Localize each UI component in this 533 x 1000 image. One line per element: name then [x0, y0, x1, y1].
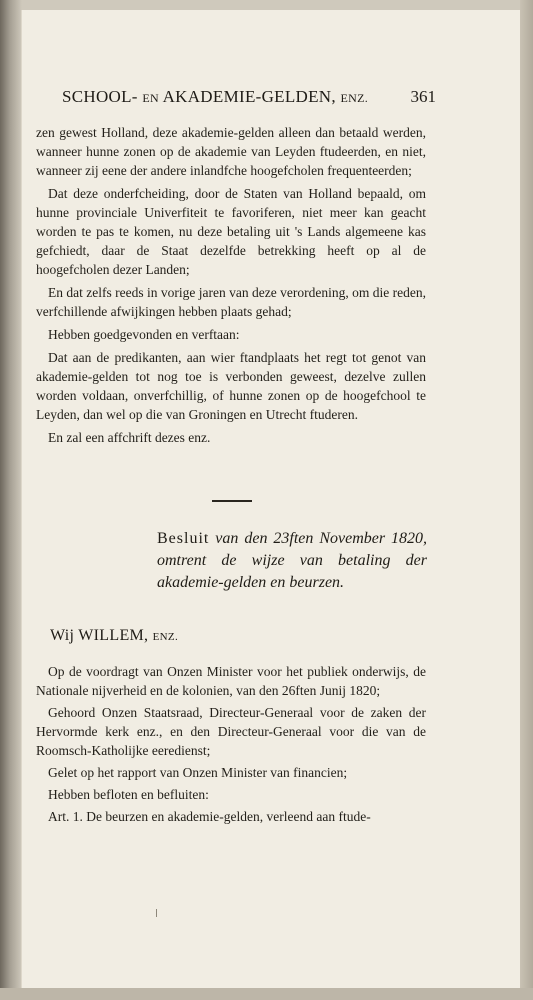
first-section-text [36, 123, 426, 451]
paragraph: En zal een affchrift dezes enz. [48, 430, 211, 445]
header-title-small-caps-2: ENZ. [340, 91, 369, 105]
section-divider [212, 500, 252, 502]
decree-title-rest: van den 23ften November 1820, omtrent de wijze van betaling der akademie-gelden en beurzen. [157, 530, 428, 591]
paragraph: Art. 1. De beurzen en akademie-gelden, verleend aan ftude- [48, 809, 371, 824]
decree-title [157, 528, 427, 594]
paragraph: Dat deze onderfcheiding, door de Staten van Holland bepaald, om hunne provinciale Univerfiteit te favoriferen, niet meer kan geacht worden te pas te komen, nu deze betaling uit 's Lands algemeene kas gefchiedt, daar de Staat dezelfde betrekking heeft op al de hoogefcholen dezer Landen; [36, 186, 426, 277]
page-edge [520, 0, 533, 1000]
decree-title-lead: Besluit [157, 530, 210, 547]
header-title-small-caps-1: EN [142, 91, 159, 105]
signature-name: Wij WILLEM, [50, 627, 149, 644]
book-gutter [0, 0, 22, 1000]
paragraph: En dat zelfs reeds in vorige jaren van deze verordening, om die reden, verfchillende afwijkingen hebben plaats gehad; [36, 285, 426, 319]
paragraph: Hebben goedgevonden en verftaan: [48, 327, 240, 342]
royal-signature-line [50, 627, 178, 645]
page-number: 361 [410, 87, 436, 106]
running-header [62, 87, 442, 107]
paragraph: Op de voordragt van Onzen Minister voor het publiek onderwijs, de Nationale nijverheid en de kolonien, van den 26ften Junij 1820; [36, 664, 426, 698]
ink-mark [156, 909, 161, 917]
paragraph: Gehoord Onzen Staatsraad, Directeur-Generaal voor de zaken der Hervormde kerk enz., en den Directeur-Generaal voor die van de Roomsch-Katholijke eeredienst; [36, 705, 426, 758]
paragraph: zen gewest Holland, deze akademie-gelden alleen dan betaald werden, wanneer hunne zonen op de akademie van Leyden ftudeerden, en niet, wanneer zij eene der andere inlandfche hoogefcholen frequenteerden; [36, 125, 426, 178]
page-bottom-edge [0, 988, 533, 1000]
paragraph: Hebben befloten en befluiten: [48, 787, 209, 802]
header-title-part-1: SCHOOL- [62, 87, 138, 106]
second-section-text [36, 662, 426, 829]
header-title-part-2: AKADEMIE-GELDEN, [162, 87, 336, 106]
paragraph: Gelet op het rapport van Onzen Minister van financien; [48, 765, 348, 780]
signature-suffix: ENZ. [152, 631, 178, 643]
paragraph: Dat aan de predikanten, aan wier ftandplaats het regt tot genot van akademie-gelden tot nog toe is verbonden geweest, dezelve zullen worden voldaan, onverfchillig, of hunne zonen op de hoogefchool te Leyden, dan wel op die van Groningen en Utrecht ftuderen. [36, 350, 426, 422]
